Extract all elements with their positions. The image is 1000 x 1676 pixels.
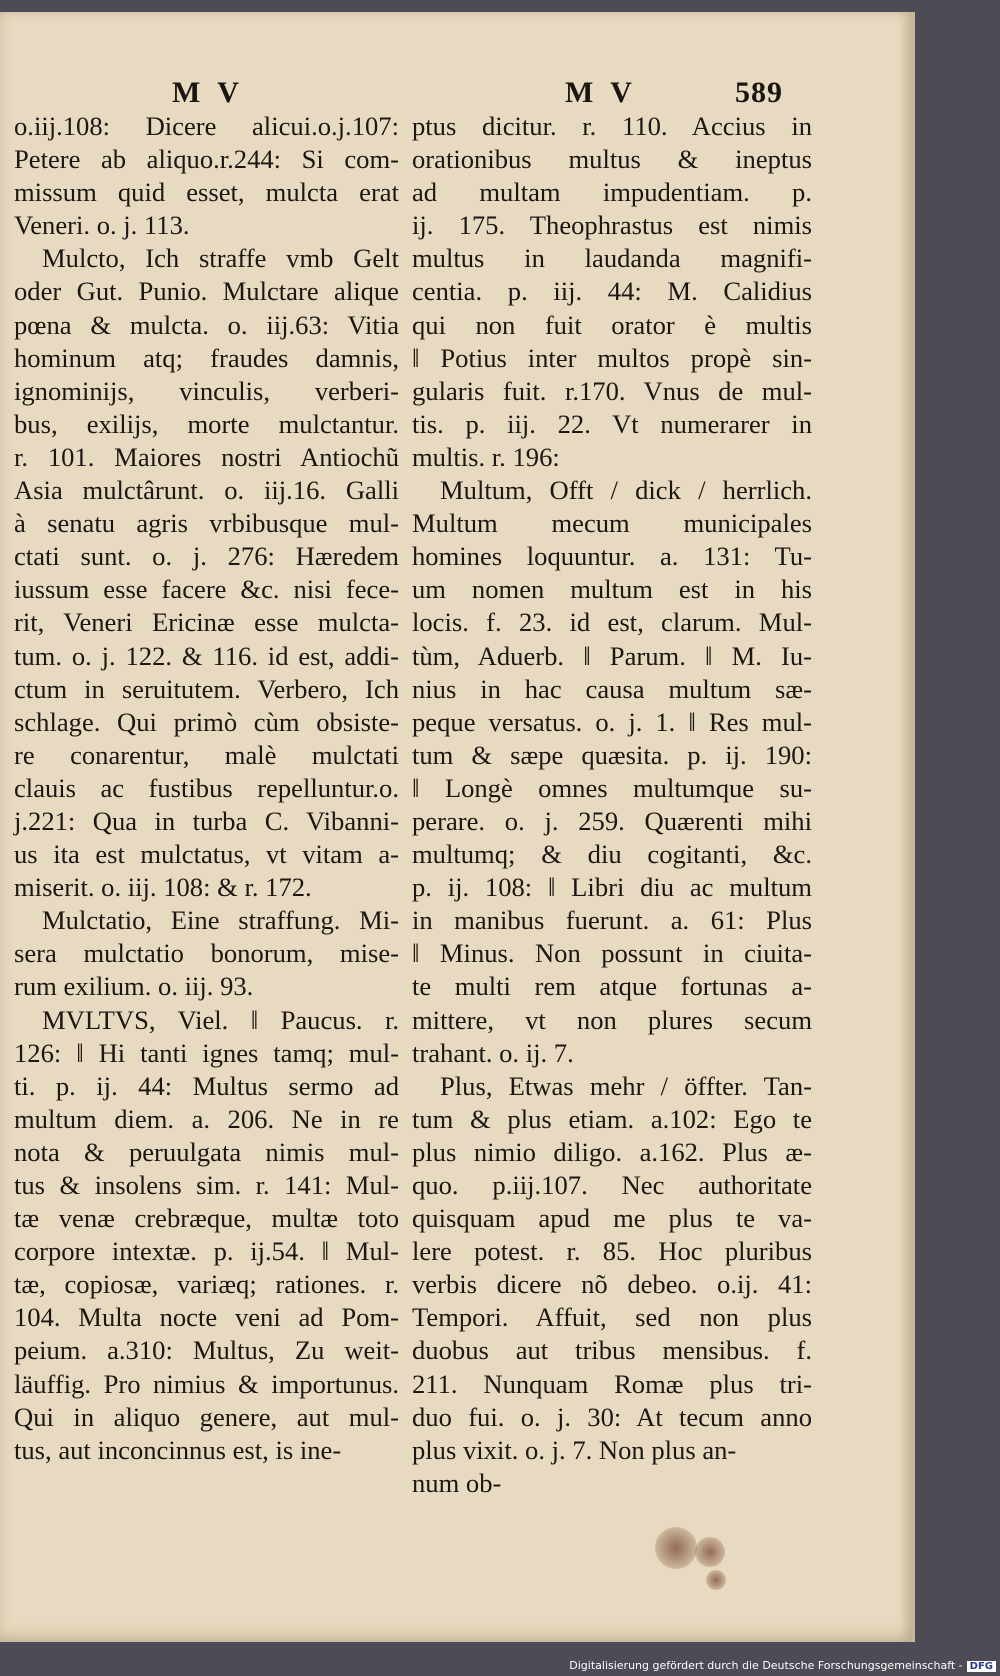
text-line: Veneri. o. j. 113. — [14, 210, 190, 241]
text-line: tum & sæpe quæsita. p. ij. 190: — [412, 739, 812, 770]
text-line: multus in laudanda magnifi- — [412, 243, 812, 274]
right-text-column — [412, 110, 812, 1500]
credit-text: Digitalisierung gefördert durch die Deutsche Forschungsgemeinschaft - — [569, 1659, 963, 1672]
text-line: tus, aut inconcinnus est, is ine- — [14, 1434, 342, 1465]
text-line: rum exilium. o. iij. 93. — [14, 971, 254, 1002]
running-head-left: M V — [172, 76, 244, 109]
text-line: quisquam apud me plus te va- — [412, 1203, 812, 1234]
text-line: tus & insolens sim. r. 141: Mul- — [14, 1170, 399, 1200]
text-line: ti. p. ij. 44: Multus sermo ad — [14, 1070, 399, 1101]
text-line: multum diem. a. 206. Ne in re — [14, 1103, 399, 1134]
text-line: peque versatus. o. j. 1. ‖ Res mul- — [412, 706, 812, 737]
text-line: r. 101. Maiores nostri Antiochũ — [14, 441, 399, 472]
text-line: 104. Multa nocte veni ad Pom- — [14, 1302, 399, 1333]
text-line: num ob- — [412, 1467, 502, 1498]
text-line: Plus, Etwas mehr / öffter. Tan- — [440, 1070, 812, 1101]
text-line: re conarentur, malè mulctati — [14, 739, 399, 770]
ink-stain — [695, 1537, 725, 1567]
text-line: ctum in seruitutem. Verbero, Ich — [14, 673, 399, 704]
text-line: ‖ Minus. Non possunt in ciuita- — [412, 938, 812, 969]
text-line: Tempori. Affuit, sed non plus — [412, 1302, 812, 1333]
text-line: Petere ab aliquo.r.244: Si com- — [14, 144, 399, 175]
text-line: tæ venæ crebræque, multæ toto — [14, 1203, 399, 1234]
text-line: plus nimio diligo. a.162. Plus æ- — [412, 1136, 812, 1167]
text-line: ij. 175. Theophrastus est nimis — [412, 210, 812, 241]
page-number: 589 — [735, 76, 783, 109]
text-line: ‖ Potius inter multos propè sin- — [412, 342, 812, 373]
text-line: trahant. o. ij. 7. — [412, 1037, 574, 1068]
text-line: p. ij. 108: ‖ Libri diu ac multum — [412, 872, 812, 903]
text-line: Multum mecum municipales — [412, 508, 812, 539]
text-line: verbis dicere nõ debeo. o.ij. 41: — [412, 1269, 812, 1300]
text-line: clauis ac fustibus repelluntur.o. — [14, 772, 399, 803]
text-line: j.221: Qua in turba C. Vibanni- — [14, 805, 399, 836]
text-line: pœna & mulcta. o. iij.63: Vitia — [14, 309, 399, 340]
text-line: läuffig. Pro nimius & importunus. — [14, 1368, 399, 1399]
ink-stain — [655, 1527, 697, 1569]
text-line: duo fui. o. j. 30: At tecum anno — [412, 1401, 812, 1432]
text-line: à senatu agris vrbibusque mul- — [14, 508, 399, 539]
text-line: us ita est mulctatus, vt vitam a- — [14, 839, 399, 870]
text-line: o.iij.108: Dicere alicui.o.j.107: — [14, 111, 399, 141]
text-line: peium. a.310: Multus, Zu weit- — [14, 1335, 399, 1366]
book-page — [0, 12, 915, 1642]
text-line: Mulcto, Ich straffe vmb Gelt — [42, 243, 399, 274]
text-line: duobus aut tribus mensibus. f. — [412, 1335, 812, 1366]
text-line: 211. Nunquam Romæ plus tri- — [412, 1368, 812, 1399]
text-line: multis. r. 196: — [412, 441, 560, 472]
text-line: tùm, Aduerb. ‖ Parum. ‖ M. Iu- — [412, 640, 812, 671]
text-line: bus, exilijs, morte mulctantur. — [14, 408, 399, 439]
text-line: miserit. o. iij. 108: & r. 172. — [14, 872, 312, 903]
text-line: perare. o. j. 259. Quærenti mihi — [412, 805, 812, 836]
text-line: ctati sunt. o. j. 276: Hæredem — [14, 541, 399, 572]
dfg-logo: DFG — [967, 1661, 996, 1672]
text-line: ad multam impudentiam. p. — [412, 177, 812, 208]
text-line: ‖ Longè omnes multumque su- — [412, 772, 812, 803]
text-line: mittere, vt non plures secum — [412, 1004, 812, 1035]
text-line: 126: ‖ Hi tanti ignes tamq; mul- — [14, 1037, 399, 1068]
text-line: homines loquuntur. a. 131: Tu- — [412, 541, 812, 572]
text-line: centia. p. iij. 44: M. Calidius — [412, 276, 812, 307]
text-line: ptus dicitur. r. 110. Accius in — [412, 111, 812, 141]
text-line: Mulctatio, Eine straffung. Mi- — [42, 905, 399, 936]
running-head-right: M V — [565, 76, 637, 109]
text-line: schlage. Qui primò cùm obsiste- — [14, 706, 399, 737]
text-line: tum. o. j. 122. & 116. id est, addi- — [14, 640, 399, 671]
text-line: quo. p.iij.107. Nec authoritate — [412, 1170, 812, 1200]
text-line: te multi rem atque fortunas a- — [412, 971, 812, 1002]
digitization-credit — [569, 1659, 996, 1672]
text-line: plus vixit. o. j. 7. Non plus an- — [412, 1434, 737, 1465]
text-line: Multum, Offt / dick / herrlich. — [440, 475, 812, 506]
text-line: sera mulctatio bonorum, mise- — [14, 938, 399, 969]
text-line: rit, Veneri Ericinæ esse mulcta- — [14, 607, 399, 638]
text-line: multumq; & diu cogitanti, &c. — [412, 839, 812, 870]
text-line: um nomen multum est in his — [412, 574, 812, 605]
text-line: ignominijs, vinculis, verberi- — [14, 375, 399, 406]
text-line: tæ, copiosæ, variæq; rationes. r. — [14, 1269, 399, 1300]
text-line: iussum esse facere &c. nisi fece- — [14, 574, 399, 605]
text-line: MVLTVS, Viel. ‖ Paucus. r. — [42, 1004, 399, 1035]
text-line: missum quid esset, mulcta erat — [14, 177, 399, 208]
text-line: in manibus fuerunt. a. 61: Plus — [412, 905, 812, 936]
text-line: corpore intextæ. p. ij.54. ‖ Mul- — [14, 1236, 399, 1267]
text-line: tum & plus etiam. a.102: Ego te — [412, 1103, 812, 1134]
text-line: Asia mulctârunt. o. iij.16. Galli — [14, 475, 399, 506]
text-line: orationibus multus & ineptus — [412, 144, 812, 175]
text-line: lere potest. r. 85. Hoc pluribus — [412, 1236, 812, 1267]
text-line: nota & peruulgata nimis mul- — [14, 1136, 399, 1167]
text-line: gularis fuit. r.170. Vnus de mul- — [412, 375, 812, 406]
text-line: hominum atq; fraudes damnis, — [14, 342, 399, 373]
text-line: Qui in aliquo genere, aut mul- — [14, 1401, 399, 1432]
text-line: qui non fuit orator è multis — [412, 309, 812, 340]
ink-stain — [706, 1570, 726, 1590]
left-text-column — [14, 110, 399, 1467]
text-line: nius in hac causa multum sæ- — [412, 673, 812, 704]
text-line: tis. p. iij. 22. Vt numerarer in — [412, 408, 812, 439]
text-line: oder Gut. Punio. Mulctare alique — [14, 276, 399, 307]
text-line: locis. f. 23. id est, clarum. Mul- — [412, 607, 812, 638]
